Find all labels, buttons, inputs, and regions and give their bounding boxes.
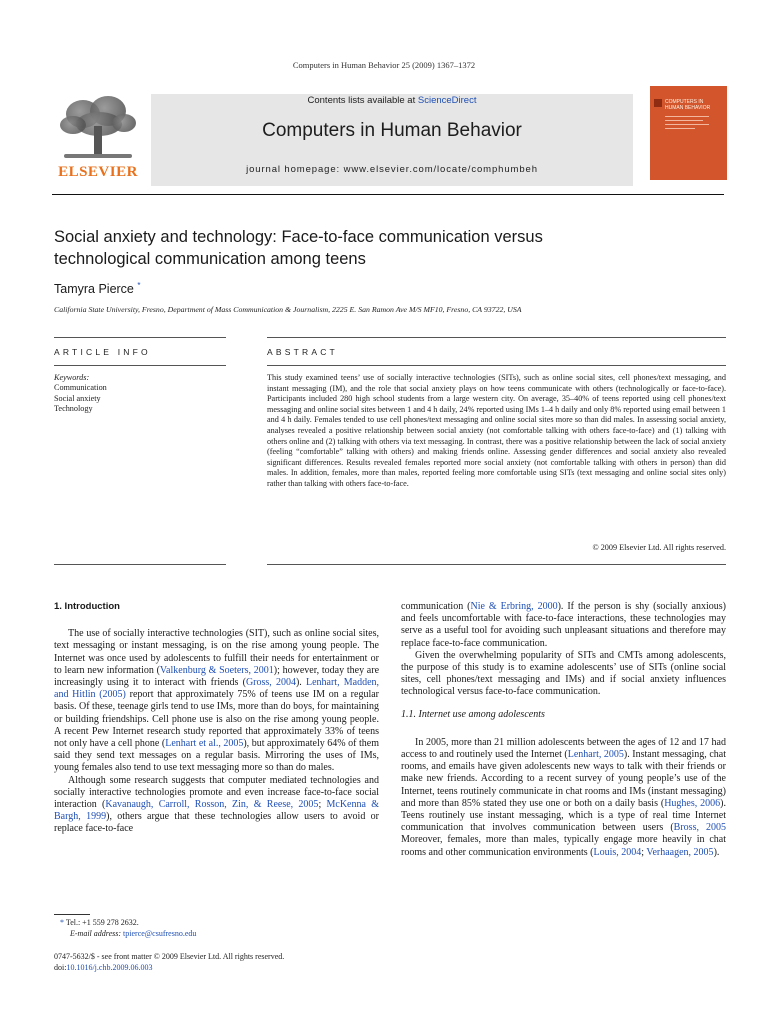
footnote-tel-text: Tel.: +1 559 278 2632.	[65, 918, 139, 927]
text-run: communication (	[401, 601, 471, 612]
author-footnote-marker[interactable]: *	[137, 281, 141, 290]
section-heading-introduction: 1. Introduction	[54, 601, 120, 612]
cover-emblem-icon	[654, 99, 662, 107]
journal-cover-thumbnail[interactable]	[650, 86, 727, 180]
text-run: ).	[295, 677, 306, 689]
contents-line	[151, 95, 633, 106]
text-run: ), but approximately 64% of them said they send text messages on a regular basis. Mirroring the uses of IMs, young females also tend to use text messaging more so than do males.	[54, 738, 379, 774]
abstract-rule-top	[267, 337, 726, 338]
subsection-heading: 1.1. Internet use among adolescents	[401, 708, 545, 720]
abstract-text: This study examined teens’ use of socially interactive technologies (SITs), such as online social sites, cell phones/text messaging, and instant messaging (IM), and the role that social anxiety plays on how teens communicate with others (technologically or face-to-face). Participants included 280 high school students from a large western city. On average, 35–40% of teens reported using cell phones/text messaging and online social sites between 1 and 4 h daily, 24% reported using IMs 1–4 h daily and only 8% reported using email between 1 and 4 h daily. Females tended to use cell phones/text messaging and online social sites more so than did males. In assessing social anxiety, analyses revealed a positive relationship between social anxiety (not comfortable talking with others face-to-face) and (1) talking with others online and (2) talking with others via text messaging. In contrast, there was a positive relationship between the lack of social anxiety (feeling “comfortable” talking with others) and making friends online. Assessing gender differences and social anxiety also revealed significant differences. Results revealed females reported more social anxiety (not comfortable talking with others in person) than did males. In addition, females, more than males, reported feeling more comfortable using SITs (text messaging and online social sites only) rather than talking with others face-to-face.	[267, 373, 726, 488]
text-run: report that approximately 75% of teens use IM on a regular basis. Of these, teenage girls tend to use IMs, more than do boys, for maintaining or building friendships. Cell phone use is also on the rise among young people. A recent Pew Internet research study reported that approximately 33% of teens not only have a cell phone (	[54, 689, 379, 750]
text-run: ). Teens routinely use instant messaging, which is a type of real time Internet communication that involves communication between users (	[401, 797, 726, 834]
doi-link[interactable]: 10.1016/j.chb.2009.06.003	[66, 963, 153, 972]
paragraph	[54, 628, 379, 774]
abstract-rule-bottom	[267, 564, 726, 565]
cover-title: COMPUTERS IN HUMAN BEHAVIOR	[665, 99, 711, 111]
article-info-rule-top	[54, 337, 226, 338]
abstract-heading: ABSTRACT	[267, 347, 338, 357]
paragraph	[401, 737, 726, 859]
author-name: Tamyra Pierce	[54, 282, 134, 297]
journal-homepage-link[interactable]: journal homepage: www.elsevier.com/locate/comphumbeh	[246, 164, 538, 175]
text-run: ).	[713, 846, 720, 858]
citation-link[interactable]: Hughes, 2006	[664, 797, 721, 809]
citation-link[interactable]: Lenhart, Madden, and Hitlin (2005)	[54, 677, 380, 701]
article-title	[54, 226, 694, 270]
footnote-email	[70, 929, 196, 939]
citation-link[interactable]: Kavanaugh, Carroll, Rosson, Zin, & Reese, 2005	[105, 799, 319, 811]
footnote-marker: *	[60, 918, 64, 927]
text-run: ), others argue that these technologies allow users to avoid or replace face-to-face	[54, 811, 379, 835]
tree-icon	[60, 96, 136, 158]
keyword: Technology	[54, 404, 93, 414]
article-info-rule-mid	[54, 365, 226, 366]
journal-header-band	[151, 94, 633, 186]
citation-link[interactable]: Nie & Erbring, 2000	[470, 601, 558, 612]
elsevier-logo[interactable]	[52, 94, 144, 186]
author-line	[54, 281, 141, 296]
citation-link[interactable]: Lenhart, 2005	[567, 749, 624, 761]
text-run: ;	[641, 846, 647, 858]
header-rule	[52, 194, 724, 195]
paragraph	[401, 601, 726, 650]
contents-prefix: Contents lists available at	[307, 95, 418, 106]
footnote-tel	[60, 918, 139, 928]
front-matter-line: 0747-5632/$ - see front matter © 2009 Elsevier Ltd. All rights reserved.	[54, 952, 285, 961]
citation-link[interactable]: McKenna & Bargh, 1999	[54, 799, 379, 823]
citation-link[interactable]: Valkenburg & Soeters, 2001	[159, 664, 274, 676]
keyword: Social anxiety	[54, 393, 101, 403]
article-info-heading: ARTICLE INFO	[54, 347, 151, 357]
journal-title: Computers in Human Behavior	[262, 120, 522, 141]
abstract-copyright: © 2009 Elsevier Ltd. All rights reserved.	[592, 543, 726, 552]
citation-link[interactable]: Louis, 2004	[593, 846, 642, 858]
body-column-right	[401, 601, 726, 859]
footnote-rule	[54, 914, 90, 915]
doi-label: doi:	[54, 963, 67, 972]
keywords-block	[54, 373, 224, 415]
body-column-left	[54, 601, 379, 836]
paragraph	[54, 775, 379, 836]
text-run: Given the overwhelming popularity of SITs and CMTs among adolescents, the purpose of this study is to examine adolescents’ use of SITs (online social sites, cell phones/text messaging and IMs) and if social anxiety influences technological versus face-to-face communication.	[401, 649, 726, 698]
keyword: Communication	[54, 383, 107, 393]
article-info-rule-bottom	[54, 564, 226, 565]
affiliation: California State University, Fresno, Department of Mass Communication & Journalism, 2225 E. San Ramon Ave M/S MF10, Fresno, CA 93722, USA	[54, 305, 522, 314]
text-run: Moreover, females, more than males, typically engage more heavily in chat rooms and other communication environments (	[401, 834, 726, 858]
doi-line	[54, 963, 152, 973]
citation-link[interactable]: Verhaagen, 2005	[646, 846, 714, 858]
author-email-link[interactable]: tpierce@csufresno.edu	[123, 929, 197, 938]
text-run: Although some research suggests that computer mediated technologies and socially interactive technologies promote and even increase face-to-face social interaction (	[54, 774, 379, 811]
text-run: ;	[318, 799, 327, 811]
citation-link[interactable]: Gross, 2004	[245, 677, 296, 689]
running-head: Computers in Human Behavior 25 (2009) 1367–1372	[292, 60, 476, 70]
sciencedirect-link[interactable]: ScienceDirect	[417, 95, 477, 106]
title-line-1: Social anxiety and technology: Face-to-face communication versus	[54, 228, 543, 246]
text-run: ); however, today they are increasingly using it to interact with friends (	[54, 664, 380, 689]
text-run: The use of socially interactive technologies (SIT), such as online social sites, text messaging or instant messaging, is on the rise among young people. The Internet was once used by adolescents to fulfill their needs for entertainment or to learn new information (	[54, 628, 379, 676]
keywords-label: Keywords:	[54, 373, 90, 382]
text-run: In 2005, more than 21 million adolescents between the ages of 12 and 17 had access to and routinely used the Internet (	[401, 736, 726, 761]
text-run: ). If the person is shy (socially anxious) and feels uncomfortable with face-to-face interactions, these technologies may serve as a useful tool for avoiding such unpleasant situations and therefore may replace face-to-face communication.	[401, 601, 726, 649]
title-line-2: technological communication among teens	[54, 250, 366, 268]
citation-link[interactable]: Lenhart et al., 2005	[165, 738, 244, 750]
email-label: E-mail address:	[70, 929, 124, 938]
publisher-name: ELSEVIER	[58, 164, 138, 180]
abstract-rule-mid	[267, 365, 726, 366]
citation-link[interactable]: Bross, 2005	[673, 822, 726, 834]
text-run: ). Instant messaging, chat rooms, and emails have given adolescents new ways to talk with their friends or make new friends. According to a recent survey of young people’s use of the Internet, teens routinely communicate in chat rooms and IMs (instant messaging) and more than 85% stated they use one or both on a daily basis (	[401, 749, 727, 809]
paragraph	[401, 650, 726, 699]
